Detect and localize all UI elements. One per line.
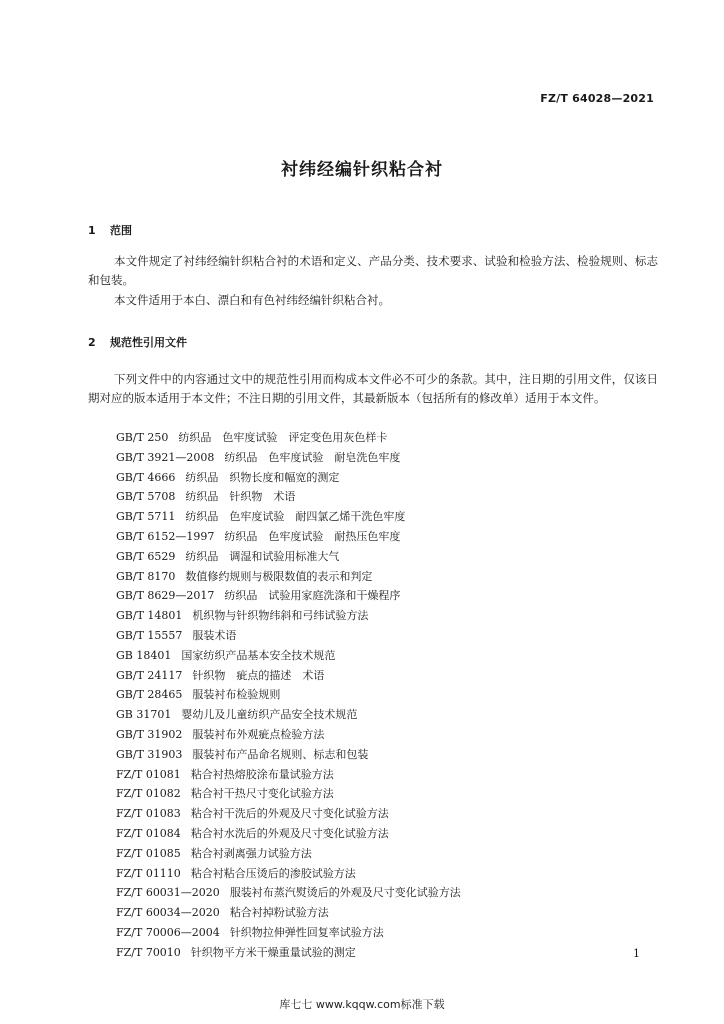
reference-code: FZ/T 01081 [116,767,181,781]
reference-item [116,745,461,765]
reference-title: 粘合衬剥离强力试验方法 [190,846,312,860]
scope-paragraph-1: 本文件规定了衬纬经编针织粘合衬的术语和定义、产品分类、技术要求、试验和检验方法、检验规则、标志和包装。 [88,254,658,287]
reference-code: FZ/T 01084 [116,826,181,840]
reference-item [116,765,461,785]
reference-item [116,883,461,903]
reference-code: GB/T 14801 [116,609,183,623]
page-number: 1 [633,947,640,960]
document-title: 衬纬经编针织粘合衬 [281,160,443,180]
reference-item [116,468,461,488]
reference-code: GB/T 3921—2008 [116,450,215,464]
reference-item [116,685,461,705]
reference-code: FZ/T 01082 [116,787,181,801]
reference-title: 数值修约规则与极限数值的表示和判定 [185,569,373,583]
reference-title: 针织物平方米干燥重量试验的测定 [190,945,356,959]
reference-title: 纺织品 织物长度和幅宽的测定 [185,470,340,484]
reference-item [116,943,461,963]
reference-title: 粘合衬干洗后的外观及尺寸变化试验方法 [190,807,389,821]
section-1-heading [88,222,132,238]
reference-item [116,448,461,468]
reference-list [116,428,461,963]
reference-title: 纺织品 针织物 术语 [185,490,296,504]
reference-code: FZ/T 01083 [116,807,181,821]
reference-code: FZ/T 70006—2004 [116,925,220,939]
standard-number: FZ/T 64028—2021 [540,92,654,105]
reference-item [116,428,461,448]
reference-code: FZ/T 01110 [116,866,181,880]
reference-title: 粘合衬干热尺寸变化试验方法 [190,787,334,801]
reference-code: GB/T 5708 [116,490,176,504]
section-number: 1 [88,224,96,237]
reference-item [116,527,461,547]
reference-title: 针织物拉伸弹性回复率试验方法 [229,925,384,939]
section-title: 规范性引用文件 [110,336,187,349]
reference-code: GB/T 8170 [116,569,176,583]
reference-code: GB/T 4666 [116,470,176,484]
reference-code: FZ/T 70010 [116,945,181,959]
section-title: 范围 [110,224,132,237]
reference-title: 纺织品 色牢度试验 耐热压色牢度 [224,529,401,543]
reference-title: 纺织品 试验用家庭洗涤和干燥程序 [224,589,401,603]
reference-code: GB/T 250 [116,431,169,444]
reference-code: GB 18401 [116,648,172,662]
reference-item [116,606,461,626]
reference-title: 纺织品 色牢度试验 评定变色用灰色样卡 [178,431,388,444]
reference-title: 婴幼儿及儿童纺织产品安全技术规范 [181,708,358,722]
reference-title: 纺织品 色牢度试验 耐四氯乙烯干洗色牢度 [185,510,406,524]
reference-item [116,705,461,725]
reference-item [116,725,461,745]
section-2-heading [88,334,187,350]
reference-title: 服装衬布蒸汽熨烫后的外观及尺寸变化试验方法 [229,886,461,900]
reference-code: GB/T 6152—1997 [116,529,215,543]
reference-item [116,923,461,943]
reference-item [116,864,461,884]
reference-item [116,666,461,686]
footer-watermark: 库七七 www.kqqw.com标准下载 [279,998,445,1011]
reference-code: GB/T 5711 [116,510,176,524]
reference-title: 服装衬布外观疵点检验方法 [192,727,325,741]
reference-title: 粘合衬粘合压烫后的渗胶试验方法 [190,866,356,880]
reference-item [116,487,461,507]
reference-code: GB/T 6529 [116,549,176,563]
reference-code: FZ/T 01085 [116,846,181,860]
reference-title: 纺织品 色牢度试验 耐皂洗色牢度 [224,450,401,464]
reference-code: GB/T 8629—2017 [116,589,215,603]
reference-code: GB/T 24117 [116,668,183,682]
reference-code: FZ/T 60034—2020 [116,906,220,920]
section-number: 2 [88,336,96,349]
reference-item [116,507,461,527]
reference-title: 纺织品 调湿和试验用标准大气 [185,549,340,563]
reference-title: 机织物与针织物纬斜和弓纬试验方法 [192,609,369,623]
reference-title: 针织物 疵点的描述 术语 [192,668,325,682]
reference-title: 粘合衬掉粉试验方法 [229,906,329,920]
reference-code: GB/T 31903 [116,747,183,761]
reference-code: GB/T 28465 [116,688,183,702]
references-intro: 下列文件中的内容通过文中的规范性引用而构成本文件必不可少的条款。其中，注日期的引用文件，仅该日期对应的版本适用于本文件；不注日期的引用文件，其最新版本（包括所有的修改单）适用于本文件。 [88,372,658,405]
reference-item [116,903,461,923]
scope-paragraph-2: 本文件适用于本白、漂白和有色衬纬经编针织粘合衬。 [114,293,390,307]
reference-code: GB/T 15557 [116,628,183,642]
reference-item [116,567,461,587]
reference-code: GB 31701 [116,708,172,722]
reference-item [116,626,461,646]
reference-title: 服装术语 [192,628,237,642]
reference-code: FZ/T 60031—2020 [116,886,220,900]
reference-item [116,824,461,844]
reference-item [116,784,461,804]
reference-title: 粘合衬热熔胶涂布量试验方法 [190,767,334,781]
reference-title: 国家纺织产品基本安全技术规范 [181,648,336,662]
reference-item [116,646,461,666]
reference-title: 粘合衬水洗后的外观及尺寸变化试验方法 [190,826,389,840]
reference-item [116,804,461,824]
reference-code: GB/T 31902 [116,727,183,741]
reference-title: 服装衬布检验规则 [192,688,281,702]
reference-item [116,844,461,864]
reference-item [116,586,461,606]
reference-item [116,547,461,567]
reference-title: 服装衬布产品命名规则、标志和包装 [192,747,369,761]
